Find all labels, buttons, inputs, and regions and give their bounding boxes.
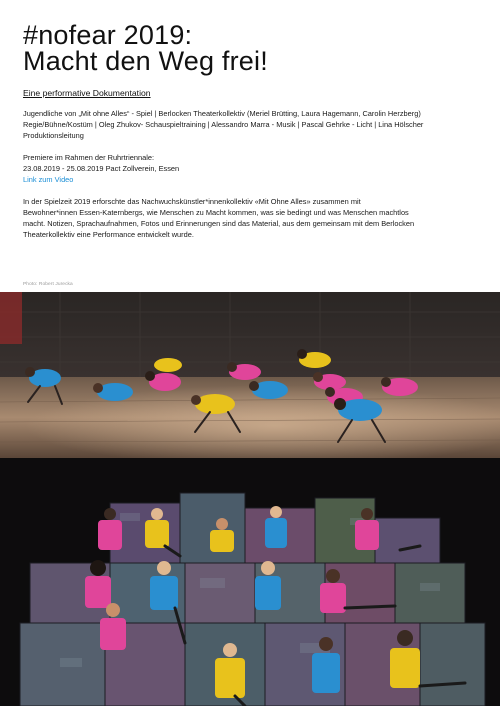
- photo-credit: Photo: Robert Jurecka: [23, 282, 73, 287]
- description-line: Theaterkollektiv eine Performance entwickelt wurde.: [23, 230, 194, 239]
- credits-line: Regie/Bühne/Kostüm | Oleg Zhukov- Schauspieltraining | Alessandro Marra - Musik | Pascal Gehrke - Licht | Lina Hölscher: [23, 120, 424, 129]
- video-link[interactable]: Link zum Video: [23, 175, 74, 184]
- premiere-label: Premiere im Rahmen der Ruhrtriennale:: [23, 153, 155, 162]
- article: [23, 22, 483, 240]
- credits: [23, 108, 483, 141]
- title-line-2: Macht den Weg frei!: [23, 46, 268, 76]
- premiere-dates: 23.08.2019 - 25.08.2019 Pact Zollverein, Essen: [23, 164, 180, 173]
- description: [23, 196, 483, 240]
- description-line: macht. Notizen, Sprachaufnahmen, Fotos und Erinnerungen sind das Material, aus dem gemeinsam mit dem Berlocken: [23, 219, 415, 228]
- description-line: In der Spielzeit 2019 erforschte das Nachwuchskünstler*innenkollektiv «Mit Ohne Alles» zusammen mit: [23, 197, 361, 206]
- stage-photo-cubes: [0, 458, 500, 706]
- page-title: [23, 22, 483, 74]
- description-line: Bewohner*innen Essen-Katernbergs, wie Menschen zu Macht kommen, was sie bedingt und was Menschen machtlos: [23, 208, 409, 217]
- stage-photo-crawling: [0, 292, 500, 458]
- premiere-info: [23, 152, 483, 185]
- credits-line: Jugendliche von „Mit ohne Alles“ - Spiel | Berlocken Theaterkollektiv (Meriel Brütting, Laura Hagemann, Carolin Herzberg): [23, 109, 421, 118]
- title-line-1: #nofear 2019:: [23, 20, 193, 50]
- subtitle: Eine performative Dokumentation: [23, 88, 151, 98]
- credits-line: Produktionsleitung: [23, 131, 84, 140]
